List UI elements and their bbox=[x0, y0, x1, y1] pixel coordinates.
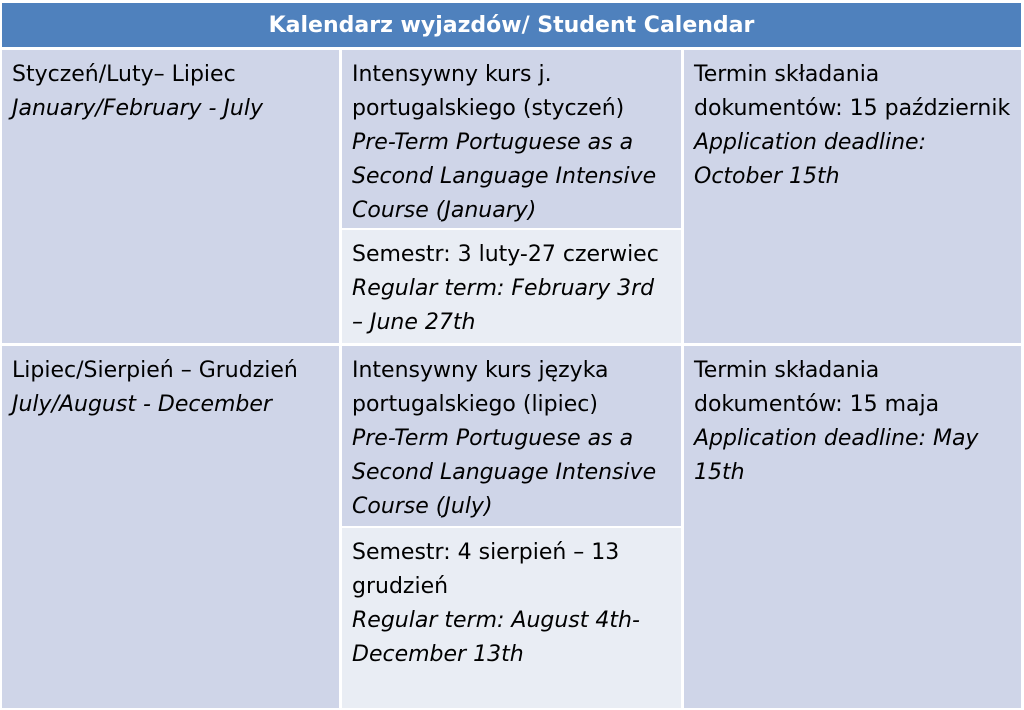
row1-period-en: January/February - July bbox=[12, 96, 263, 121]
row2-period-en: July/August - December bbox=[12, 392, 272, 417]
table-header bbox=[2, 3, 1021, 49]
row1-period-cell bbox=[2, 50, 339, 343]
row1-course-intensive-cell bbox=[342, 50, 681, 228]
row2-deadline-cell bbox=[684, 346, 1021, 708]
row2-course-semester-cell bbox=[342, 528, 681, 708]
row2-course-intensive-pl: Intensywny kurs języka portugalskiego (lipiec) bbox=[352, 358, 609, 417]
row2-deadline-pl: Termin składania dokumentów: 15 maja bbox=[694, 358, 940, 417]
row1-course-semester-pl: Semestr: 3 luty-27 czerwiec bbox=[352, 242, 659, 267]
row2-course-intensive-en: Pre-Term Portuguese as a Second Language Intensive Course (July) bbox=[352, 426, 657, 519]
row1-deadline-pl: Termin składania dokumentów: 15 październik bbox=[694, 62, 1011, 121]
row1-deadline-cell bbox=[684, 50, 1021, 343]
row2-course-semester-en: Regular term: August 4th-December 13th bbox=[352, 608, 640, 667]
row1-course-intensive-en: Pre-Term Portuguese as a Second Language Intensive Course (January) bbox=[352, 130, 657, 223]
row1-deadline-en: Application deadline: October 15th bbox=[694, 130, 926, 189]
row1-course-intensive-pl: Intensywny kurs j. portugalskiego (styczeń) bbox=[352, 62, 625, 121]
row2-period-pl: Lipiec/Sierpień – Grudzień bbox=[12, 358, 298, 383]
row1-course-semester-en: Regular term: February 3rd – June 27th bbox=[352, 276, 655, 335]
row2-course-semester-pl: Semestr: 4 sierpień – 13 grudzień bbox=[352, 540, 620, 599]
table-title: Kalendarz wyjazdów/ Student Calendar bbox=[268, 12, 755, 38]
row2-deadline-en: Application deadline: May 15th bbox=[694, 426, 979, 485]
row1-course-semester-cell bbox=[342, 230, 681, 343]
row2-period-cell bbox=[2, 346, 339, 708]
row1-period-pl: Styczeń/Luty– Lipiec bbox=[12, 62, 236, 87]
row2-course-intensive-cell bbox=[342, 346, 681, 526]
